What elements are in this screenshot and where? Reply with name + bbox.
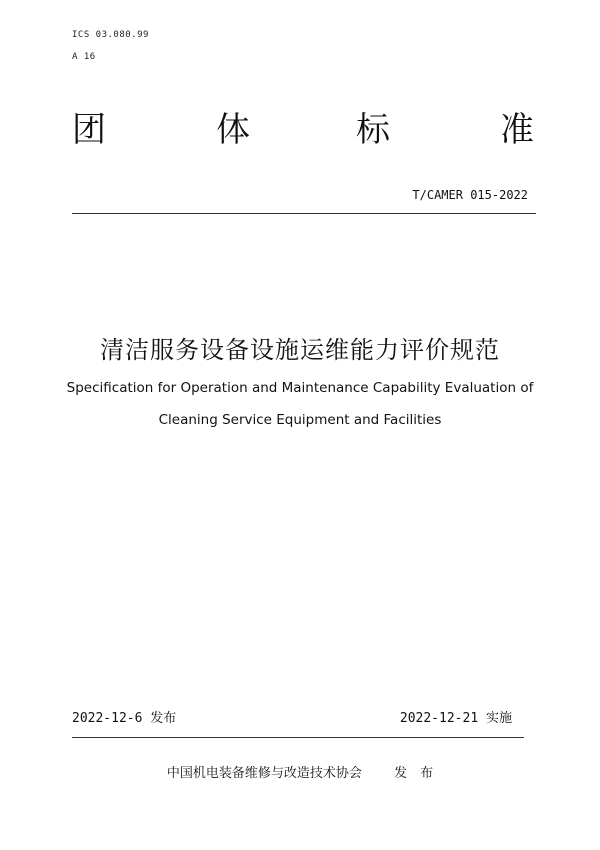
ccs-code: A 16 — [72, 52, 96, 62]
issuer-org: 中国机电装备维修与改造技术协会 — [166, 766, 362, 781]
doc-type-char-3: 标 — [356, 110, 390, 150]
doc-type-char-2: 体 — [216, 110, 250, 150]
header-divider — [72, 213, 536, 214]
implement-date-value: 2022-12-21 — [399, 711, 479, 726]
doc-type-char-1: 团 — [72, 110, 106, 150]
ics-code: ICS 03.080.99 — [72, 30, 149, 40]
implement-date — [400, 707, 512, 726]
standard-number: T/CAMER 015-2022 — [412, 188, 528, 202]
footer-divider — [72, 737, 524, 738]
publish-date — [72, 707, 176, 726]
document-title-en-line1: Specification for Operation and Maintenance Capability Evaluation of — [66, 380, 534, 396]
issuer-action: 发 布 — [394, 766, 434, 781]
document-title-cn: 清洁服务设备设施运维能力评价规范 — [100, 336, 500, 364]
document-title-en-line2: Cleaning Service Equipment and Facilities — [158, 412, 442, 428]
issuer — [0, 762, 600, 781]
publish-label: 发布 — [150, 711, 177, 726]
implement-label: 实施 — [485, 711, 512, 726]
doc-type-char-4: 准 — [500, 110, 534, 150]
publish-date-value: 2022-12-6 — [72, 711, 143, 726]
